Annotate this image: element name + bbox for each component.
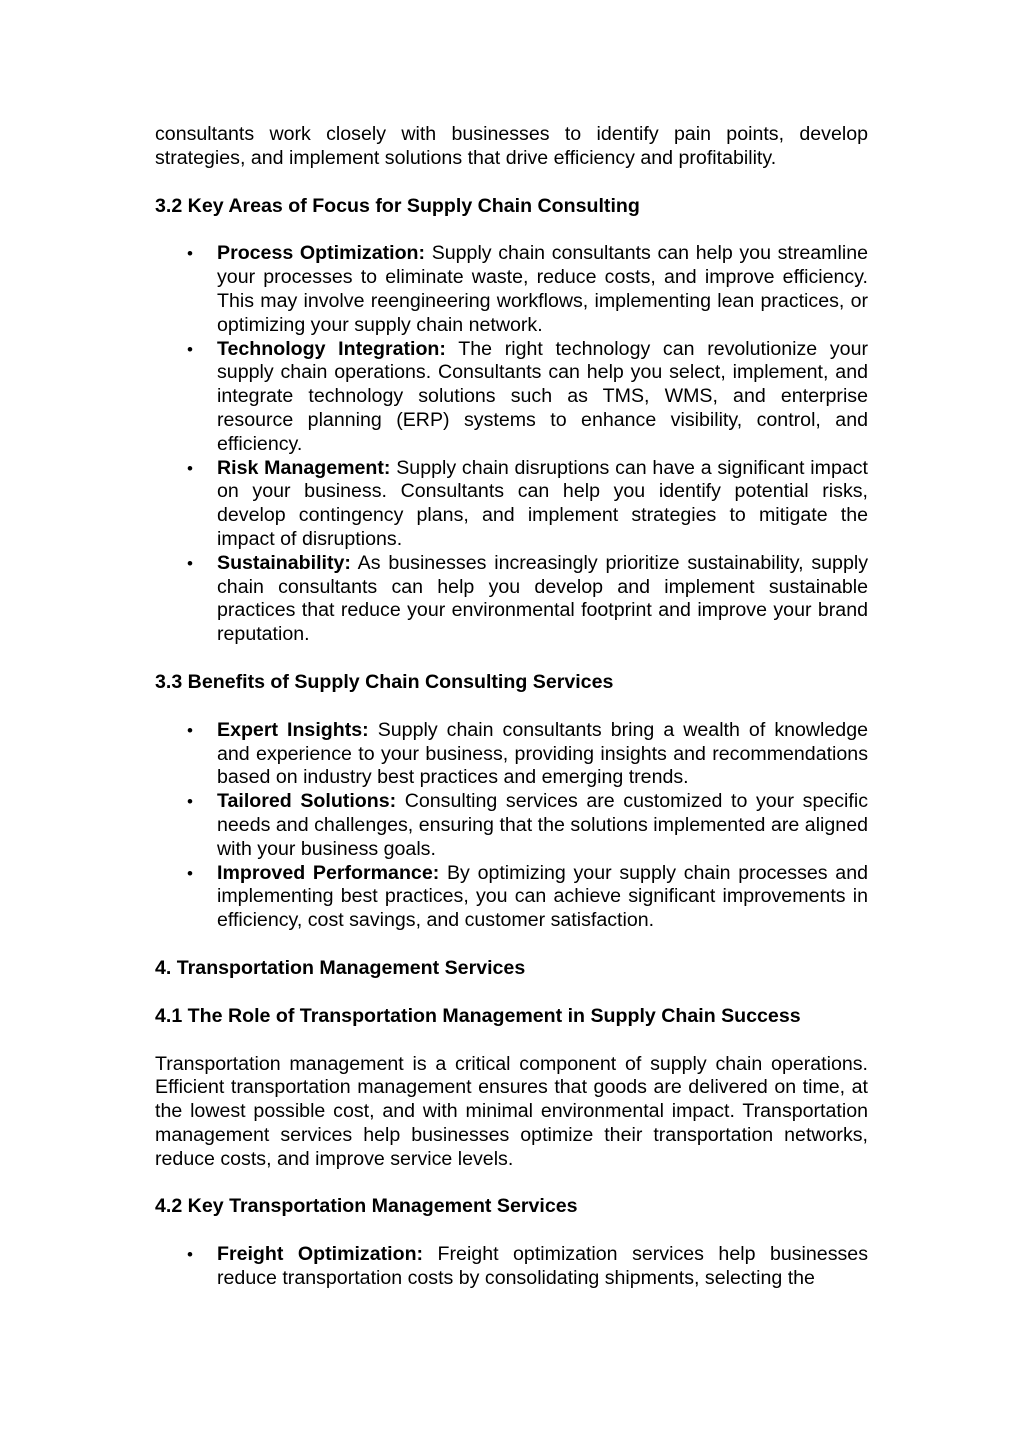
list-item-text: The right technology can revolutionize your supply chain operations. Consultants can help you select, implement, and integrate technology solutions such as TMS, WMS, and enterprise resource planning (ERP) systems to enhance visibility, control, and efficiency. [217,337,868,455]
list-item-text: As businesses increasingly prioritize sustainability, supply chain consultants can help you develop and implement sustainable practices that reduce your environmental footprint and improve your brand reputation. [217,551,868,646]
list-item [155,457,868,552]
list-item-text: Freight optimization services help businesses reduce transportation costs by consolidating shipments, selecting the [217,1243,868,1290]
bullet-icon: • [187,244,193,264]
section-3-2-list [155,242,868,647]
list-item-text: Consulting services are customized to your specific needs and challenges, ensuring that the solutions implemented are aligned with your business goals. [217,790,868,860]
list-item-term: Tailored Solutions: [217,790,397,813]
bullet-icon: • [187,720,193,740]
list-item-term: Expert Insights: [217,718,369,741]
bullet-icon: • [187,863,193,883]
list-item-term: Process Optimization: [217,242,426,265]
document-page [155,123,868,1291]
list-item [155,862,868,933]
section-4-heading: 4. Transportation Management Services [155,956,526,979]
list-item [155,242,868,337]
list-item-text: Supply chain consultants can help you streamline your processes to eliminate waste, reduce costs, and improve efficiency. This may involve reengineering workflows, implementing lean practices, or optimizing your supply chain network. [217,242,868,336]
list-item [155,552,868,647]
section-4-2-heading: 4.2 Key Transportation Management Services [155,1195,578,1218]
list-item-text: Supply chain consultants bring a wealth of knowledge and experience to your business, providing insights and recommendations based on industry best practices and emerging trends. [217,718,868,789]
list-item-text: Supply chain disruptions can have a significant impact on your business. Consultants can help you identify potential risks, develop contingency plans, and implement strategies to mitigate the impact of disruptions. [217,456,868,550]
bullet-icon: • [187,553,193,573]
list-item-term: Improved Performance: [217,861,440,884]
section-3-3-heading: 3.3 Benefits of Supply Chain Consulting Services [155,670,614,693]
intro-paragraph: consultants work closely with businesses to identify pain points, develop strategies, and implement solutions that drive efficiency and profitability. [155,123,868,169]
bullet-icon: • [187,458,193,478]
list-item-term: Risk Management: [217,456,391,479]
bullet-icon: • [187,792,193,812]
list-item-term: Sustainability: [217,551,351,574]
list-item-term: Technology Integration: [217,337,446,360]
list-item [155,338,868,457]
section-4-2-list [155,1243,868,1291]
section-3-2-heading: 3.2 Key Areas of Focus for Supply Chain Consulting [155,194,640,217]
section-4-1-paragraph: Transportation management is a critical component of supply chain operations. Efficient transportation management ensures that goods are delivered on time, at the lowest possible cost, and with minimal environmental impact. Transportation management services help businesses optimize their transportation networks, reduce costs, and improve service levels. [155,1052,868,1170]
bullet-icon: • [187,339,193,359]
list-item-term: Freight Optimization: [217,1243,424,1266]
list-item [155,719,868,790]
list-item-text: By optimizing your supply chain processes and implementing best practices, you can achieve significant improvements in efficiency, cost savings, and customer satisfaction. [217,861,869,932]
list-item [155,1243,868,1291]
section-3-3-list [155,719,868,933]
section-4-1-heading: 4.1 The Role of Transportation Management in Supply Chain Success [155,1004,801,1027]
list-item [155,790,868,861]
bullet-icon: • [187,1245,193,1265]
